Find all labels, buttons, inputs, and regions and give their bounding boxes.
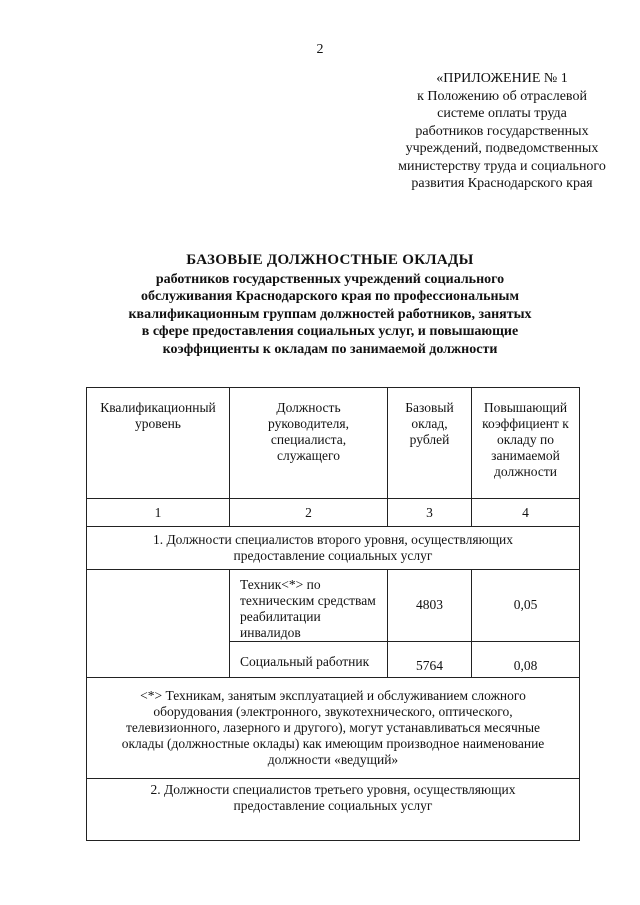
- salary-value: 5764: [416, 658, 443, 673]
- salary-cell: [388, 570, 472, 642]
- table-row: [87, 570, 580, 642]
- header-text: уровень: [135, 416, 181, 431]
- header-coefficient: [472, 388, 580, 499]
- coefficient-value: 0,05: [513, 597, 538, 612]
- title-line: коэффициенты к окладам по занимаемой должности: [162, 341, 498, 357]
- page-number: 2: [316, 42, 324, 57]
- section-text: предоставление социальных услуг: [233, 548, 433, 563]
- header-text: должности: [494, 464, 557, 479]
- title-line: работников государственных учреждений социального: [155, 271, 505, 287]
- header-text: занимаемой: [491, 448, 560, 463]
- position-text: Социальный работник: [240, 654, 370, 669]
- appendix-line: учреждений, подведомственных: [405, 141, 599, 156]
- coefficient-cell: [472, 570, 580, 642]
- section-text: предоставление социальных услуг: [233, 798, 433, 813]
- title-line: обслуживания Краснодарского края по профессиональным: [140, 289, 520, 304]
- section-title: [87, 779, 580, 841]
- position-cell: [230, 570, 388, 642]
- position-text: техническим средствам: [240, 593, 376, 608]
- header-text: служащего: [277, 448, 340, 463]
- header-text: коэффициент к: [482, 416, 569, 431]
- header-text: Квалификационный: [100, 400, 216, 415]
- appendix-line: работников государственных: [415, 123, 589, 139]
- appendix-heading: [352, 70, 640, 193]
- appendix-line: к Положению об отраслевой: [417, 88, 587, 104]
- section-text: 2. Должности специалистов третьего уровня, осуществляющих: [150, 782, 516, 797]
- column-number: 2: [230, 499, 388, 527]
- qualification-level-cell: [87, 570, 230, 678]
- position-text: Техник<*> по: [240, 577, 321, 592]
- column-number: 1: [87, 499, 230, 527]
- position-text: инвалидов: [240, 625, 301, 640]
- header-text: Должность: [276, 400, 341, 415]
- table-header-row: [87, 388, 580, 499]
- header-base-salary: [388, 388, 472, 499]
- header-text: руководителя,: [268, 416, 349, 431]
- header-text: Базовый: [405, 400, 454, 415]
- header-text: оклад, рублей: [409, 416, 450, 447]
- salary-cell: [388, 642, 472, 678]
- column-number: 4: [472, 499, 580, 527]
- title-main: БАЗОВЫЕ ДОЛЖНОСТНЫЕ ОКЛАДЫ: [186, 252, 474, 268]
- title-line: квалификационным группам должностей работников, занятых: [128, 306, 532, 322]
- footnote-text: должности «ведущий»: [267, 752, 399, 767]
- footnote-row: [87, 678, 580, 779]
- footnote-text: <*> Техникам, занятым эксплуатацией и обслуживанием сложного: [140, 688, 526, 703]
- position-cell: [230, 642, 388, 678]
- title-line: в сфере предоставления социальных услуг, и повышающие: [141, 324, 519, 339]
- footnote: [87, 678, 580, 779]
- section-row-2: [87, 779, 580, 841]
- appendix-line: системе оплаты труда: [437, 106, 567, 121]
- column-number-row: [87, 499, 580, 527]
- appendix-line: «ПРИЛОЖЕНИЕ № 1: [436, 71, 568, 86]
- footnote-text: оклады (должностные оклады) как имеющим производное наименование: [121, 736, 545, 751]
- appendix-line: развития Краснодарского края: [411, 176, 593, 191]
- coefficient-cell: [472, 642, 580, 678]
- section-text: 1. Должности специалистов второго уровня, осуществляющих: [152, 532, 514, 547]
- coefficient-value: 0,08: [513, 658, 538, 673]
- section-row-1: [87, 527, 580, 570]
- header-qualification-level: [87, 388, 230, 499]
- header-position: [230, 388, 388, 499]
- section-title: [87, 527, 580, 570]
- header-text: специалиста,: [270, 432, 347, 447]
- header-text: окладу по: [496, 432, 554, 447]
- appendix-line: министерству труда и социального: [398, 158, 606, 174]
- column-number: 3: [388, 499, 472, 527]
- header-text: Повышающий: [483, 400, 568, 415]
- footnote-text: оборудования (электронного, звукотехнического, оптического,: [153, 704, 513, 719]
- footnote-text: телевизионного, лазерного и другого), могут устанавливаться месячные: [125, 720, 541, 735]
- salary-value: 4803: [416, 597, 443, 612]
- document-title: [60, 252, 600, 358]
- salary-table: [86, 387, 580, 841]
- position-text: реабилитации: [240, 609, 321, 624]
